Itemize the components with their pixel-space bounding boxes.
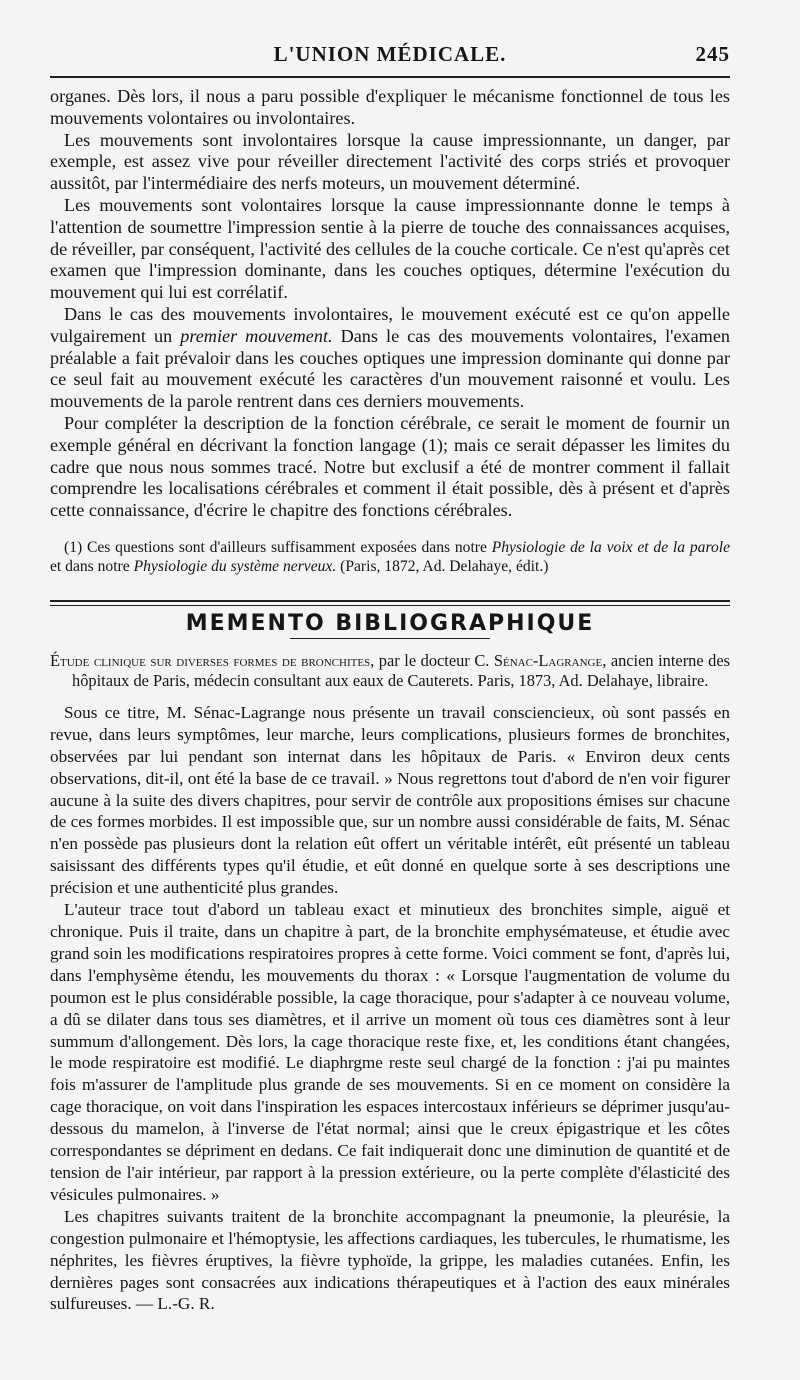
italic-text: premier mouvement. bbox=[180, 325, 333, 346]
section-divider bbox=[50, 600, 730, 606]
paragraph bbox=[50, 304, 730, 413]
italic-text: Physiologie du système nerveux. bbox=[133, 557, 337, 575]
article-body bbox=[50, 86, 730, 522]
header-rule bbox=[50, 76, 730, 78]
text-run: , ancien interne des hôpitaux de Paris, médecin consultant aux eaux de Cauterets. Paris, 1873, Ad. Delahaye, libraire. bbox=[72, 650, 731, 691]
text-run: Dans le cas des mouvements involontaires, le mouvement exécuté est ce qu'on appelle vulgairement un bbox=[50, 303, 730, 346]
italic-text: Physiologie de la voix et de la parole bbox=[491, 538, 730, 556]
review-body bbox=[50, 702, 730, 1315]
footnote bbox=[50, 538, 730, 576]
text-run: Dans le cas des mouvements volontaires, l'examen préalable a fait prévaloir dans les couches optiques une impression dominante qui donne par ce seul fait au mouvement exécuté les caractères d'un mouvement raisonné et voulu. Les mouvements de la parole rentrent dans ces derniers mouvements. bbox=[50, 325, 730, 412]
entry-title: Étude clinique sur diverses formes de bronchites bbox=[50, 650, 371, 670]
title-underline bbox=[290, 638, 490, 639]
paragraph: organes. Dès lors, il nous a paru possible d'expliquer le mécanisme fonctionnel de tous les mouvements volontaires ou involontaires. bbox=[50, 86, 730, 128]
paragraph: Les chapitres suivants traitent de la bronchite accompagnant la pneumonie, la pleurésie, la congestion pulmonaire et l'hémoptysie, les affections cardiaques, les tubercules, le rhumatisme, les néphrites, les fièvres éruptives, la fièvre typhoïde, la grippe, les maladies cutanées. Enfin, les dernières pages sont consacrées aux indications thérapeutiques et à l'action des eaux minérales sulfureuses. — L.-G. R. bbox=[50, 1206, 730, 1314]
paragraph: Les mouvements sont volontaires lorsque la cause impressionnante donne le temps à l'attention de soumettre l'impression sentie à la pierre de touche des connaissances acquises, de réveiller, par conséquent, l'activité des cellules de la couche corticale. Ce n'est qu'après cet examen que l'impression dominante, dans les couches optiques, détermine l'exécution du mouvement qui lui est corrélatif. bbox=[50, 194, 730, 303]
text-run: , par le docteur bbox=[370, 650, 475, 670]
running-header bbox=[50, 42, 730, 72]
section-title: MEMENTO BIBLIOGRAPHIQUE bbox=[185, 610, 595, 636]
paragraph: Sous ce titre, M. Sénac-Lagrange nous présente un travail consciencieux, où sont passés en revue, dans leurs symptômes, leur marche, leurs complications, plusieurs formes de bronchites, observées par lui pendant son internat dans les hôpitaux de Paris. « Environ deux cents observations, dit-il, ont été la base de ce travail. » Nous regrettons tout d'abord de n'en voir figurer aucune à la suite des divers chapitres, pour servir de contrôle aux propositions émises sur chacune de ces formes morbides. Il est impossible que, sur un nombre aussi considérable de faits, M. Sénac n'en possède pas plusieurs dont la relation eût offert un véritable intérêt, eût présenté un tableau saisissant des différents types qu'il étudie, et eût donné en quelque sorte à ses descriptions une précision et une authenticité plus grandes. bbox=[50, 702, 730, 898]
paragraph: L'auteur trace tout d'abord un tableau exact et minutieux des bronchites simple, aiguë et chronique. Puis il traite, dans un chapitre à part, de la bronchite emphysémateuse, et étudie avec grand soin les modifications respiratoires propres à cette forme. Voici comment se font, d'après lui, dans l'emphysème étendu, les mouvements du thorax : « Lorsque l'augmentation de volume du poumon est le plus considérable possible, la cage thoracique, pour s'adapter à ce nouveau volume, a dû se dilater dans tous ses diamètres, et il arrive un moment où tous ces diamètres sont à leur summum d'allongement. Dès lors, la cage thoracique reste fixe, et, les conditions étant changées, le mode respiratoire est modifié. Le diaphrgme reste seul chargé de la fonction : j'ai pu maintes fois m'assurer de l'amplitude plus grande de ses mouvements. Si en ce moment on considère la cage thoracique, on voit dans l'inspiration les espaces intercostaux inférieurs se déprimer jusqu'au-dessous du mamelon, à l'inverse de l'état normal; ainsi que le creux épigastrique et les côtes correspondantes se dépriment en dedans. Ce fait indiquerait donc une diminution de quantité et de tension de l'air intérieur, par rapport à la pression extérieure, ou la perte complète d'élasticité des vésicules pulmonaires. » bbox=[50, 900, 730, 1204]
paragraph: Les mouvements sont involontaires lorsque la cause impressionnante, un danger, par exemple, est assez vive pour réveiller directement l'activité des corps striés et provoquer aussitôt, par l'intermédiaire des nerfs moteurs, un mouvement déterminé. bbox=[50, 129, 730, 194]
entry-author: C. Sénac-Lagrange bbox=[474, 650, 603, 670]
text-run: (1) Ces questions sont d'ailleurs suffisamment exposées dans notre bbox=[64, 538, 492, 556]
journal-title: L'UNION MÉDICALE. bbox=[273, 42, 507, 66]
text-run: et dans notre bbox=[50, 557, 134, 575]
bibliography-entry bbox=[50, 651, 730, 692]
paragraph: Pour compléter la description de la fonction cérébrale, ce serait le moment de fournir un exemple général en décrivant la fonction langage (1); mais ce serait dépasser les limites du cadre que nous nous sommes tracé. Notre but exclusif a été de montrer comment il fallait comprendre les localisations cérébrales et comment il était possible, dès à présent et d'après cette connaissance, d'écrire le chapitre des fonctions cérébrales. bbox=[50, 412, 730, 521]
text-run: (Paris, 1872, Ad. Delahaye, édit.) bbox=[336, 557, 549, 575]
page-number: 245 bbox=[695, 42, 730, 66]
